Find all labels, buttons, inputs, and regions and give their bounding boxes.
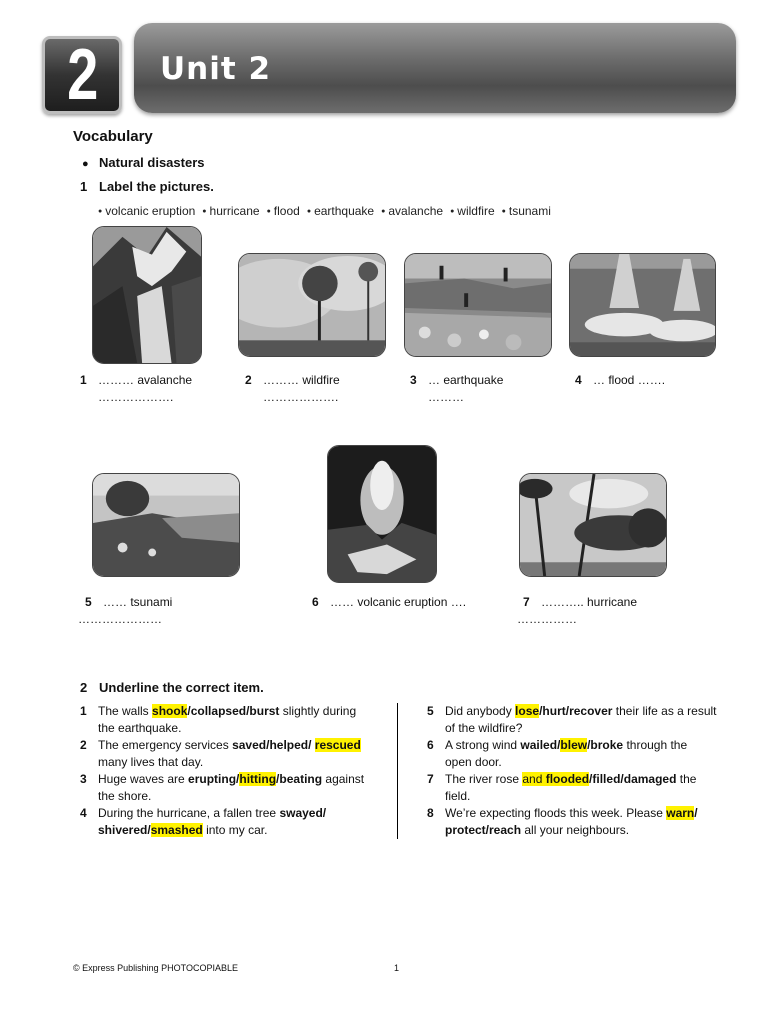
caption-5	[78, 594, 173, 628]
picture-wildfire	[238, 253, 386, 357]
unit-number-badge	[42, 36, 122, 114]
selected-answer: rescued	[314, 738, 361, 752]
caption-6	[312, 594, 466, 611]
picture-hurricane	[519, 473, 667, 577]
picture-earthquake	[404, 253, 552, 357]
word-bank-item: ● flood	[267, 204, 300, 218]
caption-7	[517, 594, 638, 628]
exercise-2-right-column	[427, 703, 717, 839]
caption-answer: ……… avalanche	[98, 373, 193, 387]
unit-number: 2	[67, 35, 97, 115]
exercise-2-item: 1 The walls shook/collapsed/burst slightly during the earthquake.	[80, 704, 357, 735]
selected-answer: hitting	[239, 772, 277, 786]
picture-tsunami	[92, 473, 240, 577]
caption-answer: ……….. hurricane	[541, 595, 638, 609]
exercise-1-heading	[80, 179, 214, 194]
exercise-2-item: 2 The emergency services saved/helped/ rescued many lives that day.	[80, 738, 361, 769]
word-bank-item: ● tsunami	[502, 204, 551, 218]
caption-number: 7	[523, 595, 530, 609]
caption-4	[575, 372, 665, 389]
picture-volcanic-eruption	[327, 445, 437, 583]
selected-answer: warn	[666, 806, 695, 820]
caption-blank: ……………….	[98, 390, 174, 404]
exercise-2-item: 4 During the hurricane, a fallen tree swayed/ shivered/smashed into my car.	[80, 806, 327, 837]
picture-flood	[569, 253, 716, 357]
caption-2	[245, 372, 340, 406]
word-bank-item: ● hurricane	[202, 204, 259, 218]
caption-answer: … flood …….	[593, 373, 666, 387]
exercise-2-number: 2	[80, 680, 88, 695]
caption-3	[410, 372, 503, 406]
caption-answer: …… tsunami	[103, 595, 173, 609]
footer-copyright: © Express Publishing PHOTOCOPIABLE	[73, 963, 239, 973]
unit-title: Unit 2	[160, 51, 272, 87]
word-bank	[98, 204, 551, 218]
exercise-2-instruction: Underline the correct item.	[99, 680, 264, 695]
exercise-2-heading	[80, 680, 264, 695]
exercise-1-instruction: Label the pictures.	[99, 179, 214, 194]
exercise-2-item: 5 Did anybody lose/hurt/recover their life as a result of the wildfire?	[427, 704, 717, 735]
caption-number: 2	[245, 373, 252, 387]
exercise-2-item: 8 We’re expecting floods this week. Please warn/ protect/reach all your neighbours.	[427, 806, 698, 837]
topic-label: Natural disasters	[99, 155, 205, 170]
bullet-icon: ●	[82, 158, 89, 170]
selected-answer: blew	[560, 738, 588, 752]
caption-answer: …… volcanic eruption ….	[330, 595, 467, 609]
caption-number: 1	[80, 373, 87, 387]
word-bank-item: ● earthquake	[307, 204, 374, 218]
exercise-1-number: 1	[80, 179, 88, 194]
caption-blank: ……………	[517, 612, 577, 626]
selected-answer: shook	[152, 704, 188, 718]
selected-answer: smashed	[150, 823, 203, 837]
caption-answer: … earthquake	[428, 373, 504, 387]
exercise-2-item: 3 Huge waves are erupting/hitting/beating against the shore.	[80, 772, 365, 803]
caption-blank: ………	[428, 390, 464, 404]
word-bank-item: ● wildfire	[450, 204, 495, 218]
caption-blank: …………………	[78, 612, 162, 626]
word-bank-item: ● avalanche	[381, 204, 443, 218]
section-title-vocabulary: Vocabulary	[73, 128, 153, 145]
footer-page-number: 1	[394, 963, 400, 973]
caption-number: 5	[85, 595, 92, 609]
exercise-2-item: 7 The river rose and flooded/filled/damaged the field.	[427, 772, 697, 803]
exercise-2-item: 6 A strong wind wailed/blew/broke through the open door.	[427, 738, 688, 769]
caption-number: 4	[575, 373, 582, 387]
caption-1	[80, 372, 192, 406]
exercise-2-left-column	[80, 703, 370, 839]
caption-number: 6	[312, 595, 319, 609]
caption-answer: ……… wildfire	[263, 373, 340, 387]
caption-number: 3	[410, 373, 417, 387]
picture-avalanche	[92, 226, 202, 364]
column-divider	[397, 703, 398, 839]
selected-answer: lose	[515, 704, 540, 718]
caption-blank: ……………….	[263, 390, 339, 404]
topic-heading	[82, 155, 205, 170]
selected-answer: flooded	[545, 772, 590, 786]
word-bank-item: ● volcanic eruption	[98, 204, 195, 218]
